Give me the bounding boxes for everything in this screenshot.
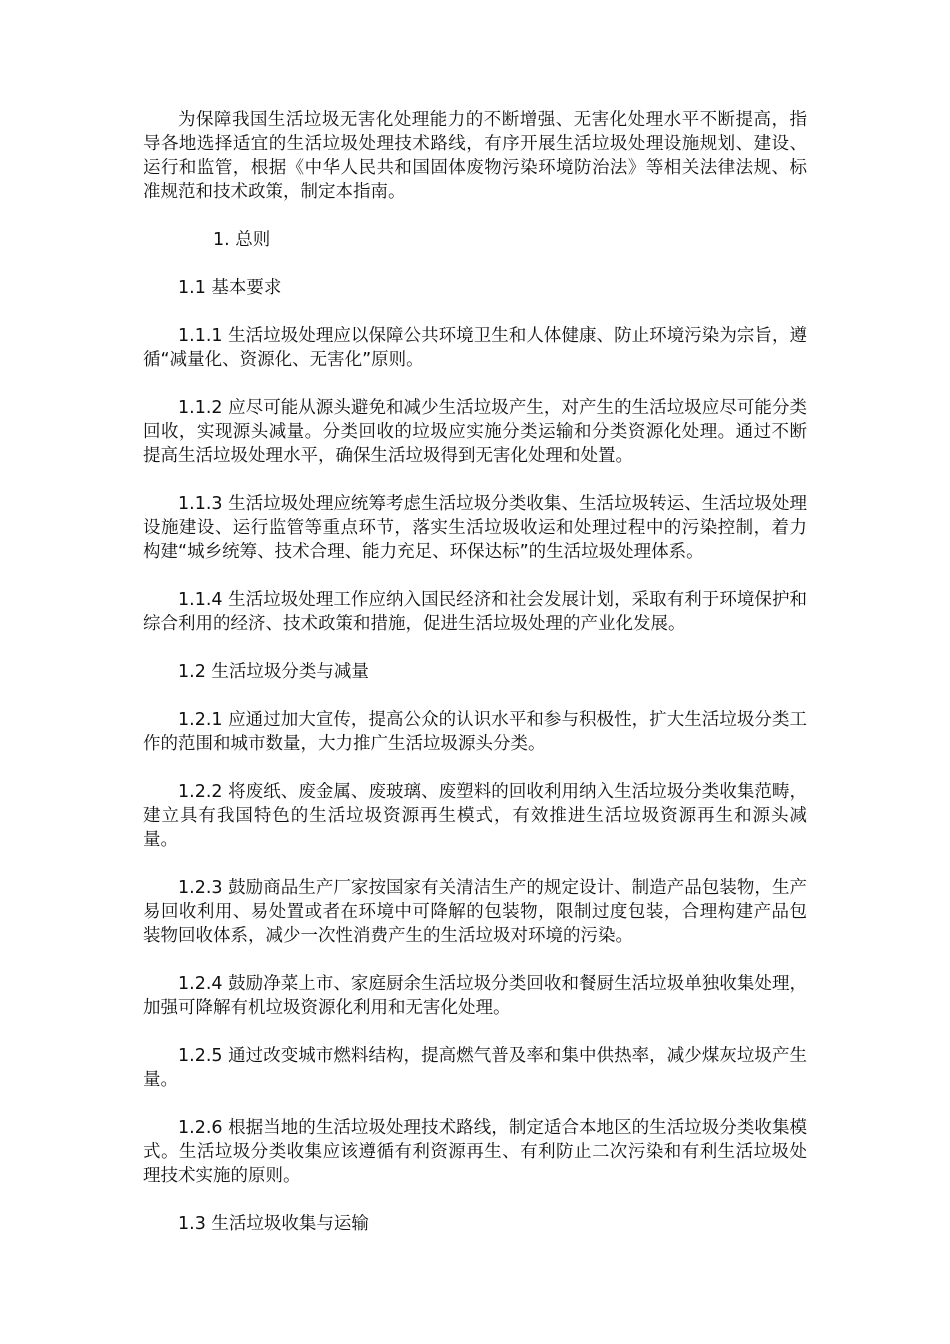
clause-text: 鼓励净菜上市、家庭厨余生活垃圾分类回收和餐厨生活垃圾单独收集处理，加强可降解有机垃圾资源化利用和无害化处理。	[143, 974, 807, 1018]
clause-text: 鼓励商品生产厂家按国家有关清洁生产的规定设计、制造产品包装物，生产易回收利用、易处置或者在环境中可降解的包装物，限制过度包装，合理构建产品包装物回收体系，减少一次性消费产生的生活垃圾对环境的污染。	[143, 878, 807, 946]
clause-number: 1.2.5	[178, 1046, 223, 1066]
clause-text: 生活垃圾处理应统筹考虑生活垃圾分类收集、生活垃圾转运、生活垃圾处理设施建设、运行监管等重点环节，落实生活垃圾收运和处理过程中的污染控制，着力构建“城乡统筹、技术合理、能力充足、环保达标”的生活垃圾处理体系。	[143, 494, 807, 562]
chapter-heading	[143, 228, 807, 252]
section-number: 1.3	[178, 1214, 206, 1234]
clause-number: 1.1.2	[178, 398, 223, 418]
clause-1-2-3	[143, 876, 807, 948]
section-heading-1-2	[143, 660, 807, 684]
clause-number: 1.1.4	[178, 590, 223, 610]
section-title: 基本要求	[211, 278, 282, 298]
clause-number: 1.2.2	[178, 782, 223, 802]
clause-text: 通过改变城市燃料结构，提高燃气普及率和集中供热率，减少煤灰垃圾产生量。	[143, 1046, 807, 1090]
chapter-title: 总则	[235, 230, 271, 250]
section-heading-1-1	[143, 276, 807, 300]
clause-text: 生活垃圾处理应以保障公共环境卫生和人体健康、防止环境污染为宗旨，遵循“减量化、资源化、无害化”原则。	[143, 326, 807, 370]
clause-1-1-2	[143, 396, 807, 468]
section-number: 1.1	[178, 278, 206, 298]
section-number: 1.2	[178, 662, 206, 682]
clause-number: 1.1.1	[178, 326, 223, 346]
section-title: 生活垃圾分类与减量	[211, 662, 369, 682]
clause-1-1-1	[143, 324, 807, 372]
section-title: 生活垃圾收集与运输	[211, 1214, 369, 1234]
intro-paragraph: 为保障我国生活垃圾无害化处理能力的不断增强、无害化处理水平不断提高，指导各地选择适宜的生活垃圾处理技术路线，有序开展生活垃圾处理设施规划、建设、运行和监管，根据《中华人民共和国固体废物污染环境防治法》等相关法律法规、标准规范和技术政策，制定本指南。	[143, 110, 807, 202]
clause-1-1-4	[143, 588, 807, 636]
clause-text: 应尽可能从源头避免和减少生活垃圾产生，对产生的生活垃圾应尽可能分类回收，实现源头减量。分类回收的垃圾应实施分类运输和分类资源化处理。通过不断提高生活垃圾处理水平，确保生活垃圾得到无害化处理和处置。	[143, 398, 807, 466]
clause-text: 生活垃圾处理工作应纳入国民经济和社会发展计划，采取有利于环境保护和综合利用的经济、技术政策和措施，促进生活垃圾处理的产业化发展。	[143, 590, 807, 634]
clause-1-1-3	[143, 492, 807, 564]
clause-1-2-6	[143, 1116, 807, 1188]
clause-text: 应通过加大宣传，提高公众的认识水平和参与积极性，扩大生活垃圾分类工作的范围和城市数量，大力推广生活垃圾源头分类。	[143, 710, 807, 754]
clause-number: 1.2.3	[178, 878, 223, 898]
clause-number: 1.2.6	[178, 1118, 223, 1138]
clause-1-2-4	[143, 972, 807, 1020]
clause-number: 1.2.4	[178, 974, 223, 994]
clause-number: 1.1.3	[178, 494, 223, 514]
clause-1-2-5	[143, 1044, 807, 1092]
clause-1-2-1	[143, 708, 807, 756]
clause-text: 根据当地的生活垃圾处理技术路线，制定适合本地区的生活垃圾分类收集模式。生活垃圾分类收集应该遵循有利资源再生、有利防止二次污染和有利生活垃圾处理技术实施的原则。	[143, 1118, 807, 1186]
clause-text: 将废纸、废金属、废玻璃、废塑料的回收利用纳入生活垃圾分类收集范畴，建立具有我国特色的生活垃圾资源再生模式，有效推进生活垃圾资源再生和源头减量。	[143, 782, 807, 850]
clause-1-2-2	[143, 780, 807, 852]
chapter-number: 1.	[213, 230, 230, 250]
clause-number: 1.2.1	[178, 710, 223, 730]
document-page	[143, 108, 807, 1236]
section-heading-1-3	[143, 1212, 807, 1236]
